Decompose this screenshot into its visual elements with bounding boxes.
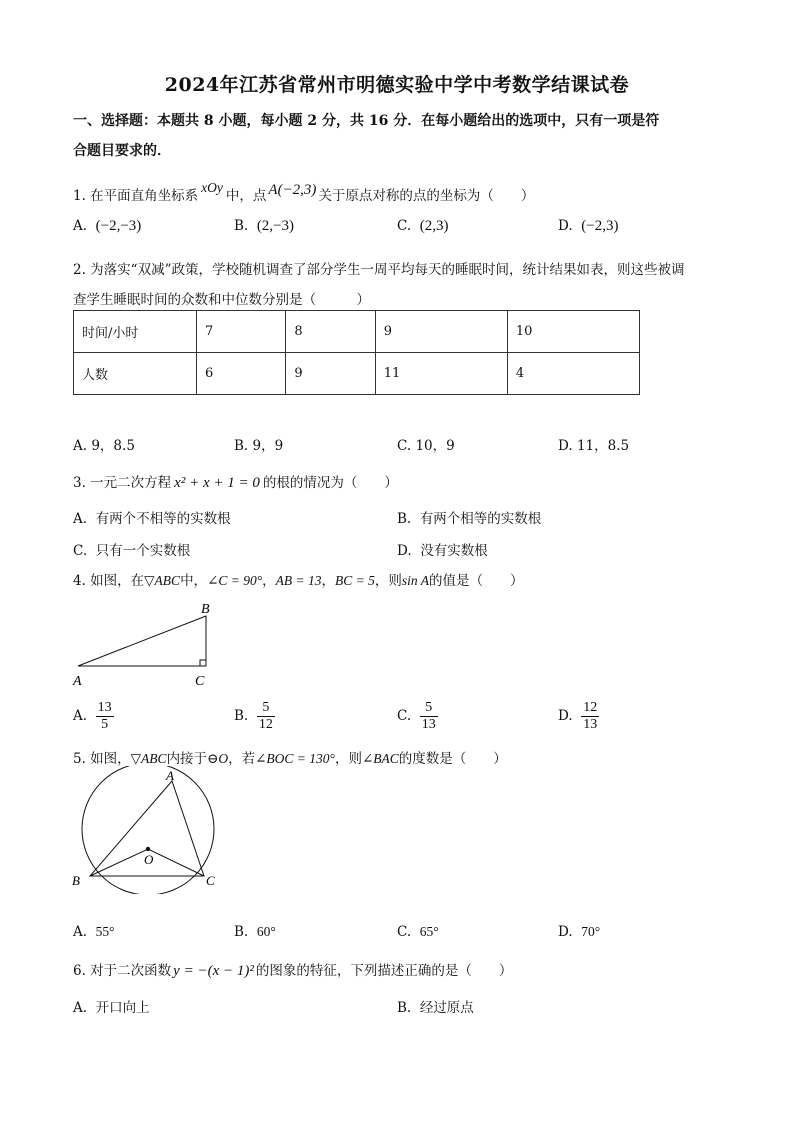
q6-option-a[interactable]: A. 开口向上 xyxy=(73,1000,150,1016)
exam-title: 2024年江苏省常州市明德实验中学中考数学结课试卷 xyxy=(164,74,630,96)
q4-option-a[interactable]: A. $\frac{13}{5}$ xyxy=(73,700,112,732)
label-c: C xyxy=(195,674,205,689)
table-cell: 9 xyxy=(375,311,507,353)
question-6: 6. 对于二次函数 y = −(x − 1)² 的图象的特征，下列描述正确的是（ ） xyxy=(73,963,513,979)
q1-system: xOy xyxy=(201,180,223,195)
table-cell: 11 xyxy=(375,353,507,395)
q1-suffix: 关于原点对称的点的坐标为（ ） xyxy=(318,188,535,204)
q5-option-b[interactable]: B. 60° xyxy=(234,924,276,940)
q1-option-c[interactable]: C. (2,3) xyxy=(397,218,449,234)
q4-option-c[interactable]: C. $\frac{5}{13}$ xyxy=(397,700,436,732)
table-cell: 7 xyxy=(197,311,286,353)
table-row xyxy=(74,311,640,353)
q6-option-b[interactable]: B. 经过原点 xyxy=(397,1000,474,1016)
fraction: $\frac{12}{13}$ xyxy=(583,700,598,732)
q5-option-d[interactable]: D. 70° xyxy=(558,924,601,940)
center-point xyxy=(146,847,150,851)
q6-function: y = −(x − 1)² xyxy=(173,963,254,979)
label-a: A xyxy=(166,768,174,783)
q4-option-b[interactable]: B. $\frac{5}{12}$ xyxy=(234,700,273,732)
table-cell: 9 xyxy=(286,353,375,395)
q2-option-a[interactable]: A. 9，8.5 xyxy=(73,438,135,454)
fraction: $\frac{5}{12}$ xyxy=(258,700,273,732)
q1-prefix: 1. 在平面直角坐标系 xyxy=(73,188,199,204)
q4-option-d[interactable]: D. $\frac{12}{13}$ xyxy=(558,700,598,732)
section-header-line1: 一、选择题：本题共 8 小题，每小题 2 分，共 16 分．在每小题给出的选项中，只有一项是符 xyxy=(73,113,660,129)
q2-line2: 查学生睡眠时间的众数和中位数分别是（ ） xyxy=(73,292,370,308)
table-cell: 4 xyxy=(507,353,639,395)
label-a: A xyxy=(73,674,82,689)
section-header-line2: 合题目要求的． xyxy=(73,143,171,159)
fraction: $\frac{13}{5}$ xyxy=(97,700,112,732)
sleep-time-table xyxy=(73,310,640,395)
q3-option-a[interactable]: A. 有两个不相等的实数根 xyxy=(73,511,231,527)
q2-line1: 2. 为落实“双减”政策，学校随机调查了部分学生一周平均每天的睡眠时间，统计结果如表，则这些被调 xyxy=(73,262,685,278)
q2-option-c[interactable]: C. 10，9 xyxy=(397,438,455,454)
table-cell: 10 xyxy=(507,311,639,353)
question-3: 3. 一元二次方程 x² + x + 1 = 0 的根的情况为（ ） xyxy=(73,475,398,491)
table-cell: 人数 xyxy=(74,353,197,395)
label-o: O xyxy=(144,852,154,867)
question-5: 5. 如图，▽ABC内接于⊖O，若∠BOC = 130°，则∠BAC的度数是（ ） xyxy=(73,751,507,767)
right-triangle-figure xyxy=(68,598,218,690)
q3-option-b[interactable]: B. 有两个相等的实数根 xyxy=(397,511,542,527)
circle-o xyxy=(82,766,214,894)
q1-option-d[interactable]: D. (−2,3) xyxy=(558,218,619,234)
q3-equation: x² + x + 1 = 0 xyxy=(174,475,260,491)
q1-point: A(−2,3) xyxy=(268,182,317,198)
table-row xyxy=(74,353,640,395)
table-cell: 时间/小时 xyxy=(74,311,197,353)
q3-option-d[interactable]: D. 没有实数根 xyxy=(397,543,488,559)
fraction: $\frac{5}{13}$ xyxy=(421,700,436,732)
q2-option-d[interactable]: D. 11，8.5 xyxy=(558,438,630,454)
label-b: B xyxy=(72,873,80,888)
table-cell: 6 xyxy=(197,353,286,395)
q2-option-b[interactable]: B. 9，9 xyxy=(234,438,284,454)
q3-option-c[interactable]: C. 只有一个实数根 xyxy=(73,543,191,559)
q1-option-b[interactable]: B. (2,−3) xyxy=(234,218,295,234)
question-4: 4. 如图，在▽ABC中，∠C = 90°，AB = 13，BC = 5，则sin A的值是（ ） xyxy=(73,573,524,589)
right-angle-mark xyxy=(200,660,206,666)
table-cell: 8 xyxy=(286,311,375,353)
q5-option-c[interactable]: C. 65° xyxy=(397,924,439,940)
triangle-abc xyxy=(78,616,206,666)
question-1 xyxy=(73,180,535,205)
q5-option-a[interactable]: A. 55° xyxy=(73,924,115,940)
q1-option-a[interactable]: A. (−2,−3) xyxy=(73,218,142,234)
label-b: B xyxy=(201,602,210,617)
q1-mid: 中，点 xyxy=(225,188,267,204)
label-c: C xyxy=(206,873,215,888)
inscribed-triangle-figure xyxy=(66,766,230,894)
